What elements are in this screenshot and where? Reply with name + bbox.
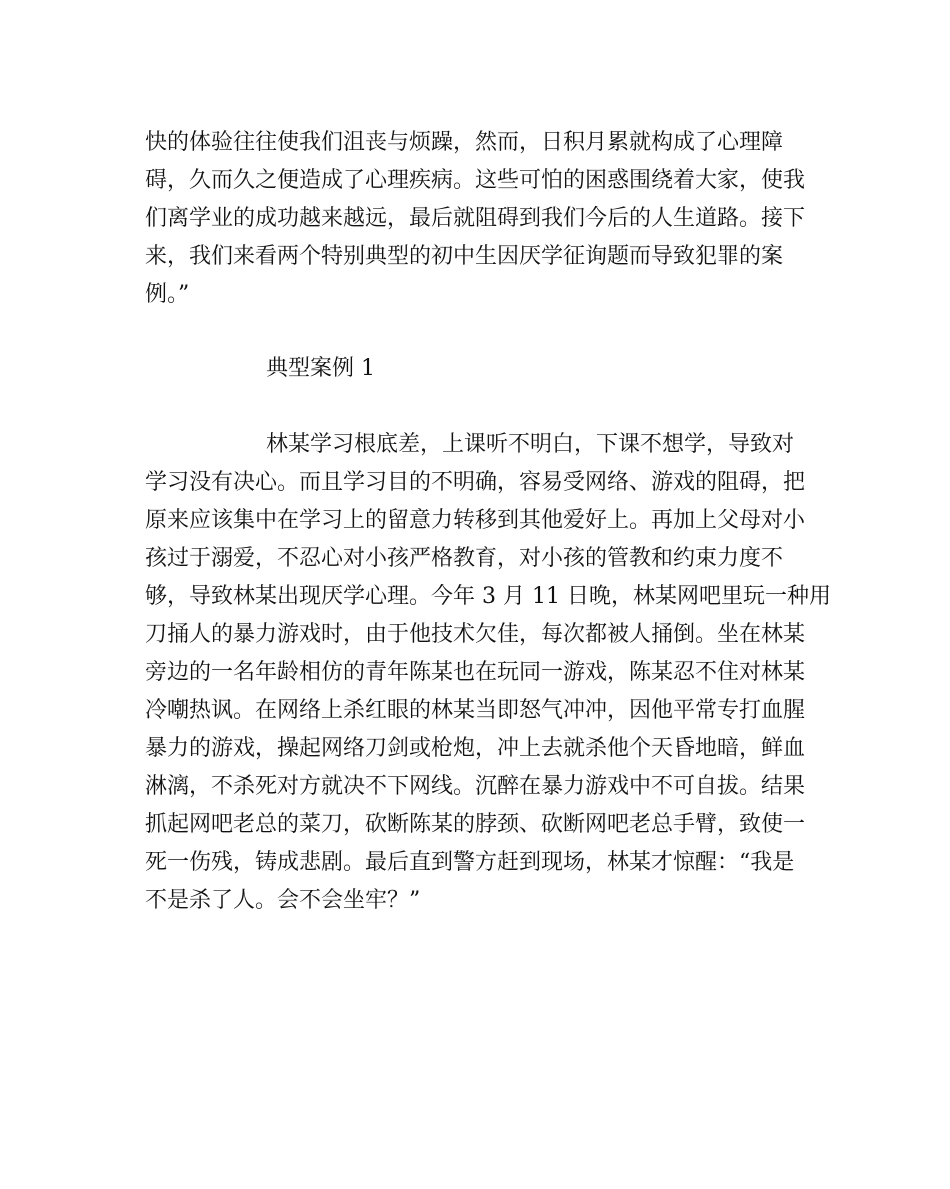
text-line: 暴力的游戏，操起网络刀剑或枪炮，冲上去就杀他个天昏地暗，鲜血 [145,736,806,761]
text-line: 够，导致林某出现厌学心理。今年 3 月 11 日晚，林某网吧里玩一种用 [145,584,831,609]
text-line: 原来应该集中在学习上的留意力转移到其他爱好上。再加上父母对小 [145,508,806,533]
text-line: 学习没有决心。而且学习目的不明确，容易受网络、游戏的阻碍，把 [145,470,806,495]
text-line: 冷嘲热讽。在网络上杀红眼的林某当即怒气冲冲，因他平常专打血腥 [145,698,806,723]
text-line: 快的体验往往使我们沮丧与烦躁，然而，日积月累就构成了心理障 [145,130,784,155]
text-line: 碍，久而久之便造成了心理疾病。这些可怕的困惑围绕着大家，使我 [145,168,806,193]
text-line: 不是杀了人。会不会坐牢？” [145,888,421,913]
text-line: 孩过于溺爱，不忍心对小孩严格教育，对小孩的管教和约束力度不 [145,546,784,571]
text-line: 例。” [145,282,190,307]
text-line: 林某学习根底差，上课听不明白，下课不想学，导致对 [266,432,795,457]
text-line: 们离学业的成功越来越远，最后就阻碍到我们今后的人生道路。接下 [145,206,806,231]
text-line: 抓起网吧老总的菜刀，砍断陈某的脖颈、砍断网吧老总手臂，致使一 [145,812,806,837]
text-line: 来，我们来看两个特别典型的初中生因厌学征询题而导致犯罪的案 [145,244,784,269]
case-heading: 典型案例 1 [266,356,375,381]
text-line: 刀捅人的暴力游戏时，由于他技术欠佳，每次都被人捅倒。坐在林某 [145,622,806,647]
text-line: 淋漓，不杀死对方就决不下网线。沉醉在暴力游戏中不可自拔。结果 [145,774,806,799]
text-line: 死一伤残，铸成悲剧。最后直到警方赶到现场，林某才惊醒：“我是 [145,850,795,875]
text-line: 旁边的一名年龄相仿的青年陈某也在玩同一游戏，陈某忍不住对林某 [145,660,806,685]
